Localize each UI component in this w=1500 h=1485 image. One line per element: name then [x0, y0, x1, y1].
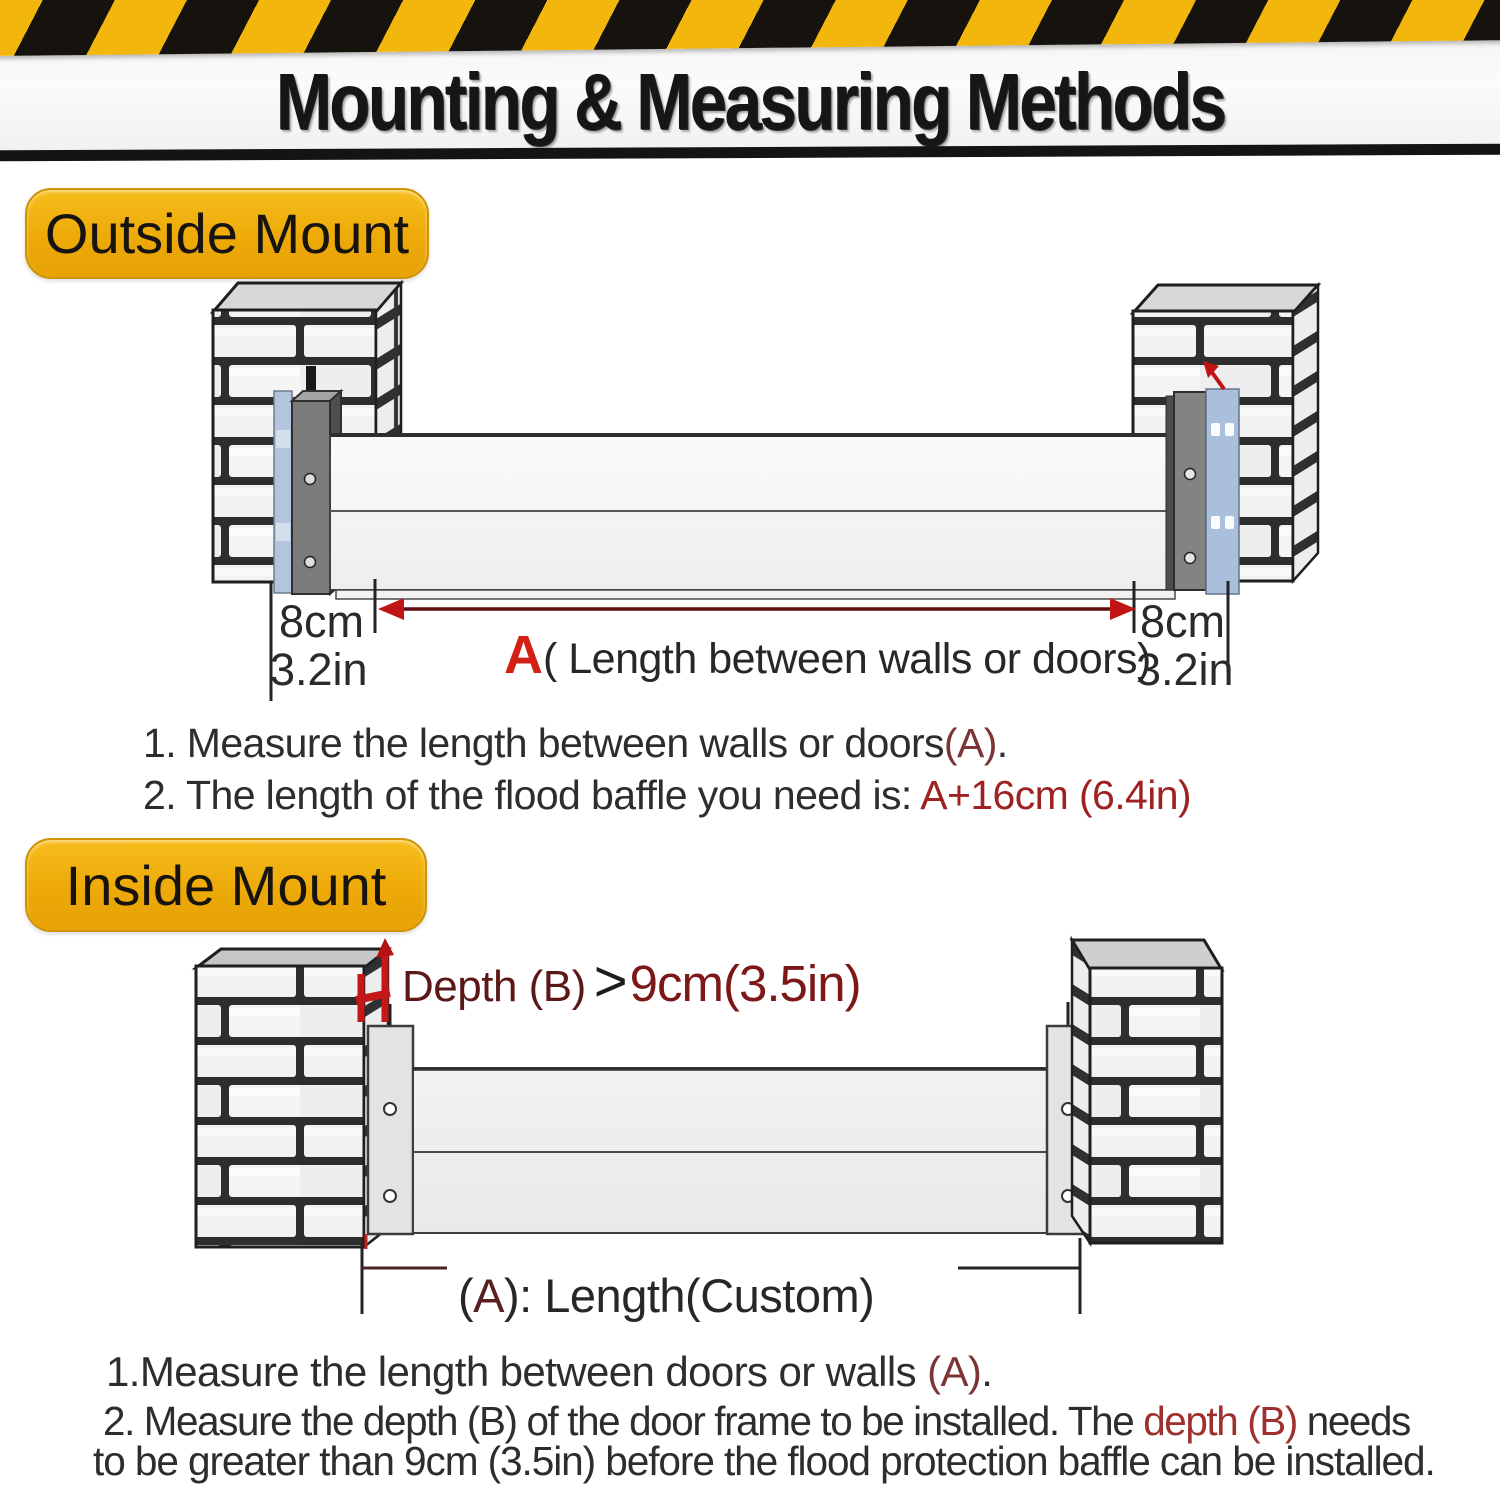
length-formula: A+16cm (6.4in) — [920, 772, 1191, 818]
outside-mount-label: Outside Mount — [44, 202, 410, 265]
outside-right-width-cm: 8cm — [1140, 596, 1226, 647]
inside-mount-label: Inside Mount — [65, 853, 387, 917]
length-custom-annotation: (A): Length(Custom) — [458, 1269, 875, 1322]
outside-left-width-cm: 8cm — [279, 596, 365, 647]
depth-b-value: 9cm(3.5in) — [629, 955, 861, 1012]
outside-left-width-in: 3.2in — [270, 644, 368, 695]
depth-b-highlight: depth (B) — [1143, 1398, 1297, 1444]
inside-right-pillar — [1072, 940, 1222, 1243]
greater-than-sign: > — [593, 949, 628, 1014]
inside-step-2-line-1: 2. Measure the depth (B) of the door frame to be installed. The depth (B) needs — [103, 1398, 1410, 1444]
inside-step-1: 1.Measure the length between doors or walls (A). — [106, 1348, 993, 1395]
outside-flood-baffle — [330, 434, 1175, 599]
length-a-description: ( Length between walls or doors) — [543, 635, 1151, 683]
inside-flood-baffle — [413, 1068, 1050, 1233]
inside-left-channel — [366, 1004, 413, 1249]
outside-right-width-in: 3.2in — [1136, 644, 1234, 695]
depth-b-label: Depth (B) — [402, 962, 586, 1011]
length-a-annotation — [504, 624, 1151, 686]
outside-right-channel — [1166, 361, 1239, 594]
inside-step-2-line-2: to be greater than 9cm (3.5in) before the flood protection baffle can be installed. — [93, 1438, 1435, 1484]
depth-b-annotation — [402, 948, 861, 1015]
outside-step-2: 2. The length of the flood baffle you need is: A+16cm (6.4in) — [143, 772, 1191, 818]
outside-step-1: 1. Measure the length between walls or doors(A). — [143, 720, 1008, 766]
length-a-arrow — [378, 598, 1136, 620]
page-title: Mounting & Measuring Methods — [275, 57, 1225, 146]
length-a-letter: A — [504, 625, 543, 685]
